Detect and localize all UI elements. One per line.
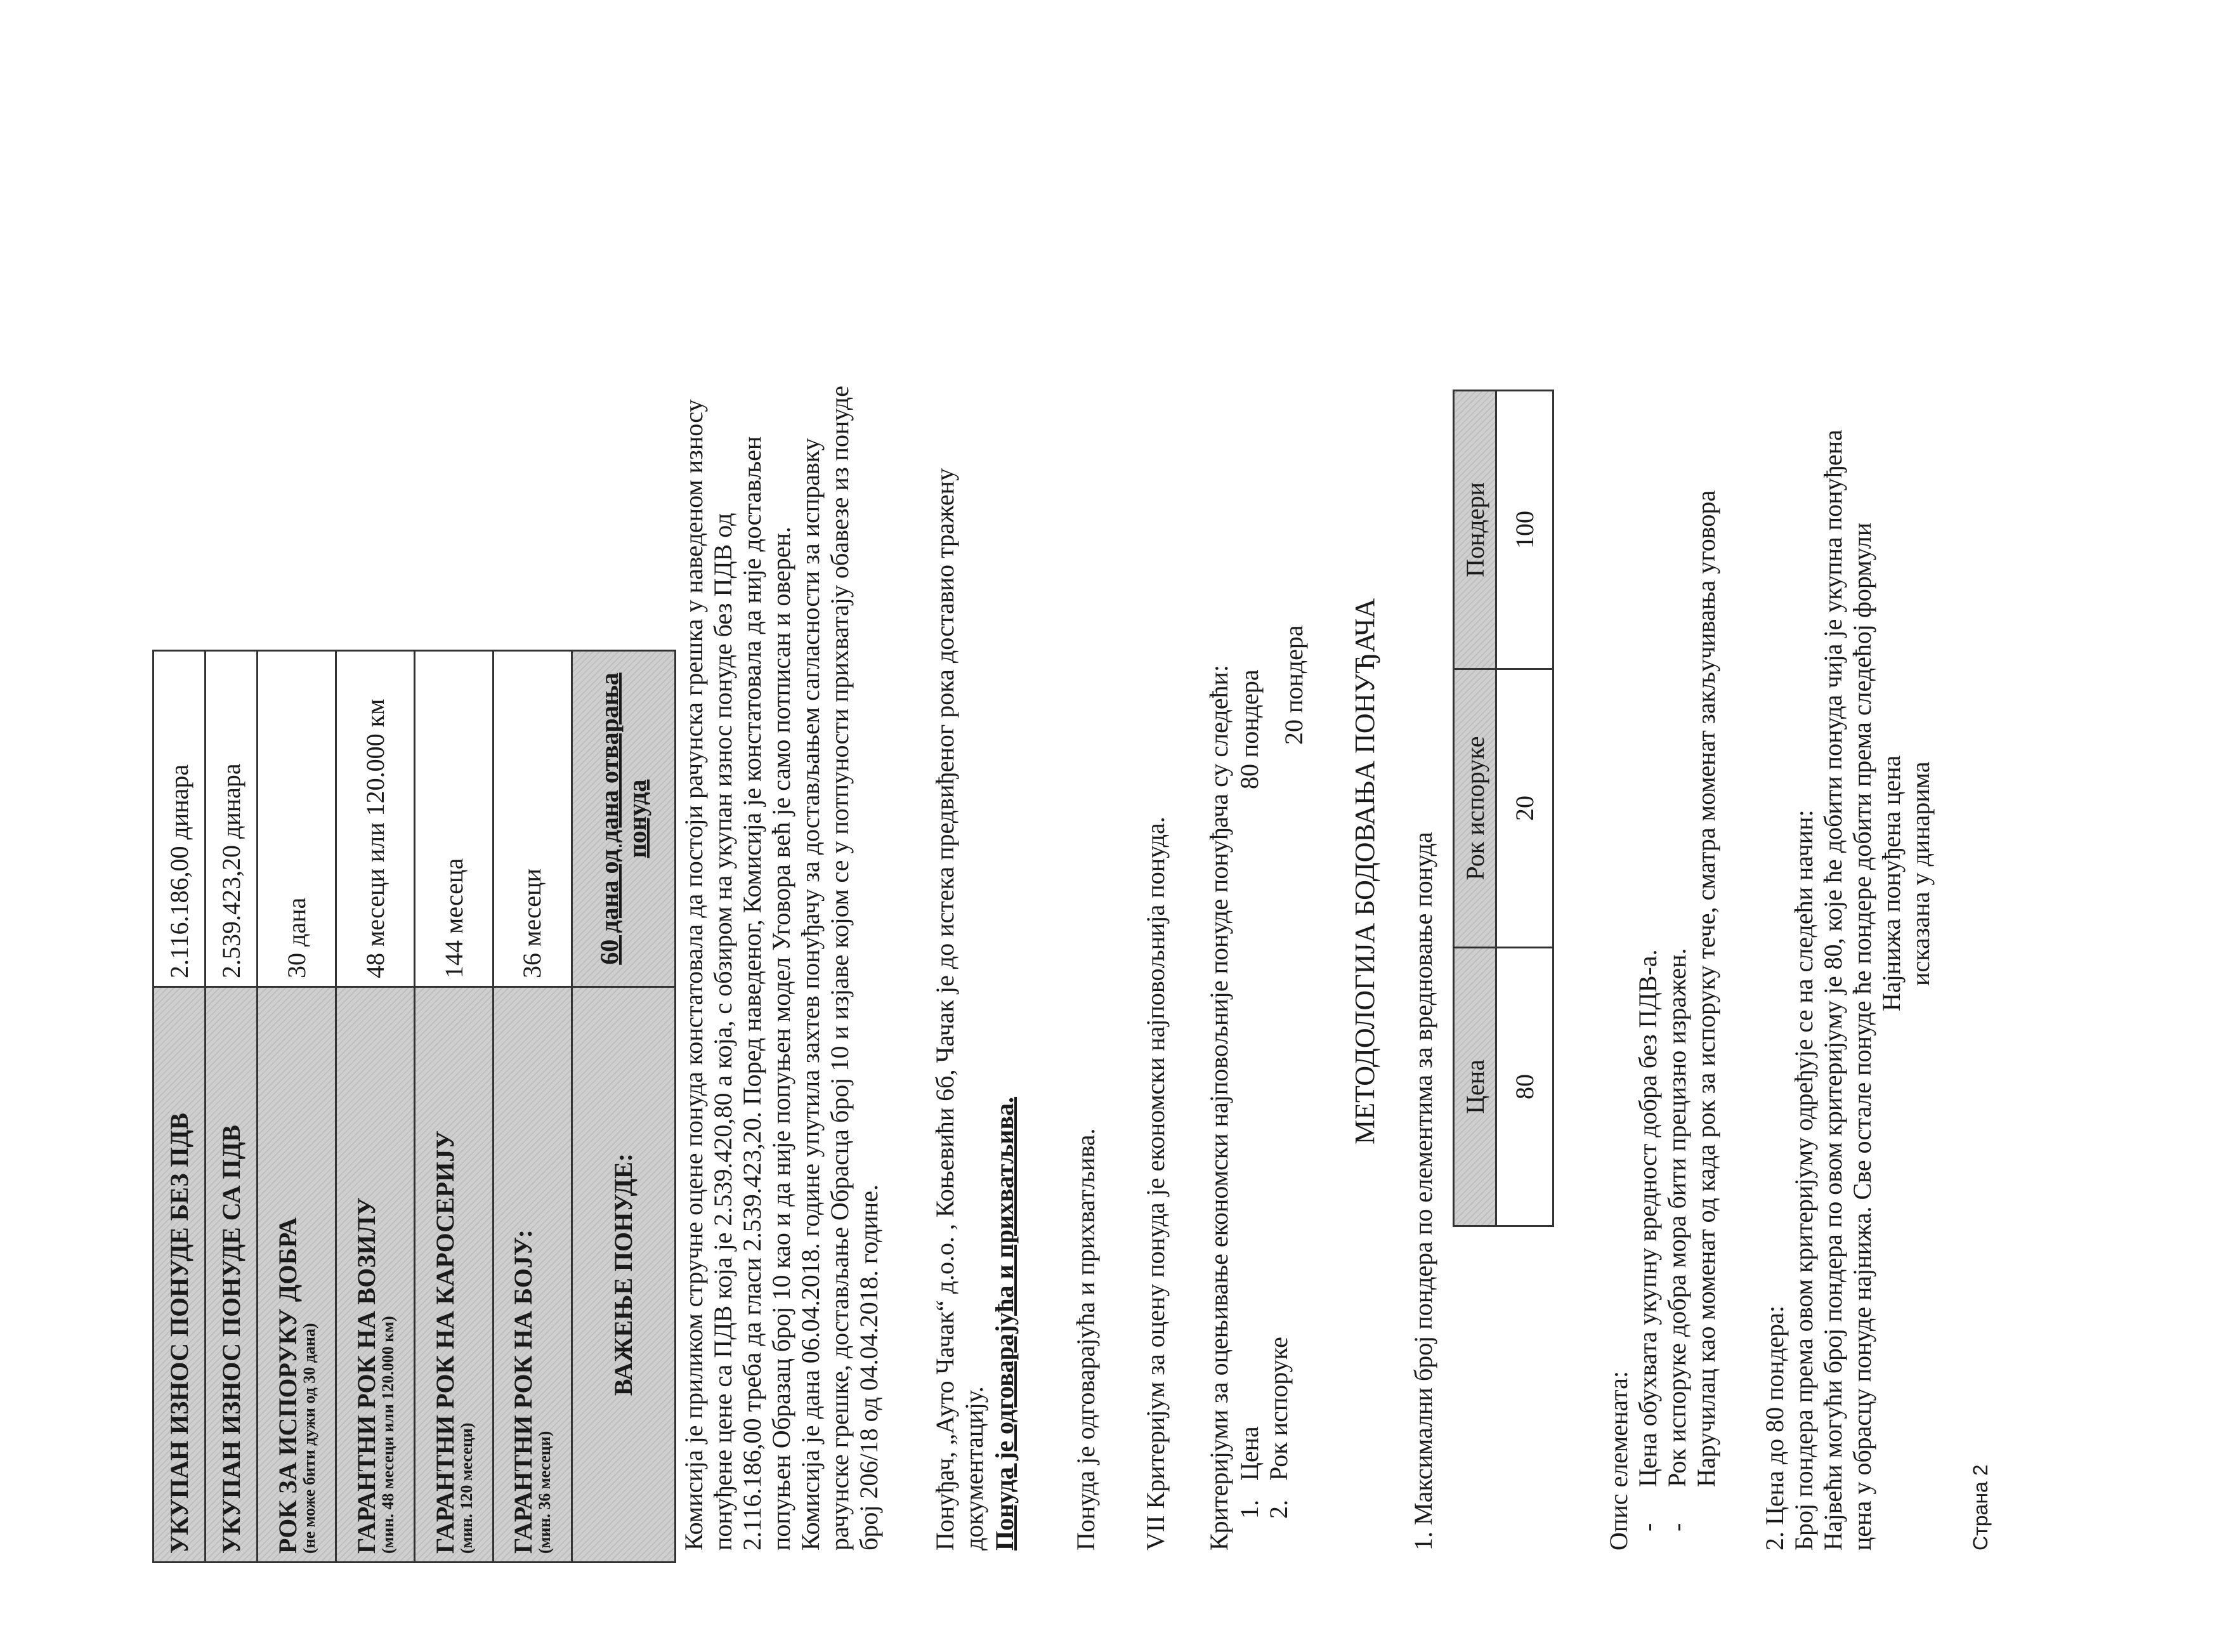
label-vehicle-warranty: ГАРАНТНИ РОК НА ВОЗИЛУ (мин. 48 месеци или 120.000 км): [336, 987, 415, 1563]
paragraph-line: рачунске грешке, достављање Обрасца број 10 и изјаве којом се у потпуности прихватају обавезе из понуде: [825, 385, 854, 1550]
formula-line: Најнижа понуђена цена: [1877, 755, 1906, 1011]
description-item: Цена обухвата укупну вредност добра без ПДВ-а.: [1633, 949, 1662, 1487]
paragraph-line: Комисија је приликом стручне оцене понуда констатовала да постоји рачунска грешка у наведеном износу: [679, 399, 708, 1550]
weights-table: [1453, 390, 1554, 1227]
value-total-with-vat: 2.539.423,20 динара: [206, 651, 258, 987]
criteria-intro: Критеријуми за оцењивање економски најповољније понуде понуђача су следећи:: [1205, 665, 1233, 1550]
price-section-line: цена у обрасцу понуде најнижа. Све остале понуде ће пондере добити према следећој формули: [1848, 522, 1876, 1550]
criteria-item-points: 20 пондера: [1279, 625, 1308, 745]
acceptable-statement: Понуда је одговарајућа и прихватљива.: [1071, 1128, 1100, 1550]
description-title: Опис елемената:: [1604, 1371, 1633, 1550]
page-number: Страна 2: [1969, 1464, 1992, 1550]
paragraph-conclusion: Понуда је одговарајућа и прихватљива.: [990, 1096, 1019, 1550]
paragraph-line: попуњен Образац број 10 као и да није попуњен модел Уговора већ је само потписан и оверен.: [767, 527, 795, 1550]
criteria-item-num: 1.: [1235, 1500, 1264, 1519]
value-price: 80: [1496, 948, 1553, 1226]
table-row: [1454, 391, 1496, 1226]
value-delivery: 20: [1496, 669, 1553, 948]
value-paint-warranty: 36 месеци: [493, 651, 572, 987]
criteria-item-points: 80 пондера: [1235, 669, 1264, 789]
formula-line: исказана у динарима: [1906, 761, 1935, 986]
bullet-icon: -: [1633, 1523, 1662, 1531]
label-total-without-vat: УКУПАН ИЗНОС ПОНУДЕ БЕЗ ПДВ: [154, 987, 206, 1563]
paragraph-line: Понуђач, „Ауто Чачак“ д.о.о. , Коњевићи 6б, Чачак је до истека предвиђеног рока доставио тражену: [931, 468, 959, 1550]
paragraph-line: документацију.: [960, 1386, 988, 1550]
criteria-item-name: Цена: [1235, 1426, 1264, 1481]
table-row: [336, 651, 415, 1563]
price-section-line: Највећи могући број пондера по овом критеријуму је 80, које ће добити понуда чија је укупна понуђена: [1819, 429, 1847, 1550]
offer-summary-table: [152, 650, 676, 1563]
table-row: [258, 651, 336, 1563]
table-row: [1496, 391, 1553, 1226]
table-row: [154, 651, 206, 1563]
label-offer-validity: ВАЖЕЊЕ ПОНУДЕ:: [572, 987, 676, 1563]
label-body-warranty: ГАРАНТНИ РОК НА КАРОСЕРИЈУ (мин. 120 месеци): [415, 987, 494, 1563]
description-note: Наручилац као моменат од када рок за испоруку тече, сматра моменат закључивања уговора: [1692, 490, 1720, 1487]
criteria-item-name: Рок испоруке: [1264, 1337, 1293, 1481]
label-delivery-time: РОК ЗА ИСПОРУКУ ДОБРА (не може бити дужи од 30 дана): [258, 987, 336, 1563]
header-points: Пондери: [1454, 391, 1496, 669]
header-delivery: Рок испоруке: [1454, 669, 1496, 948]
table-row: [572, 651, 676, 1563]
value-delivery-time: 30 дана: [258, 651, 336, 987]
price-section-line: Број пондера према овом критеријуму одређује се на следећи начин:: [1789, 810, 1818, 1550]
description-item: Рок испоруке добра мора бити прецизно изражен.: [1663, 948, 1691, 1487]
value-offer-validity: 60 дана од дана отварања понуда: [572, 651, 676, 987]
label-paint-warranty: ГАРАНТНИ РОК НА БОЈУ: (мин. 36 месеци): [493, 987, 572, 1563]
label-total-with-vat: УКУПАН ИЗНОС ПОНУДЕ СА ПДВ: [206, 987, 258, 1563]
table-row: [206, 651, 258, 1563]
bullet-icon: -: [1663, 1523, 1691, 1531]
paragraph-line: Комисија је дана 06.04.2018. године упутила захтев понуђачу за достављањем сагласности за исправку: [796, 438, 825, 1550]
table-row: [415, 651, 494, 1563]
paragraph-line: 2.116.186,00 треба да гласи 2.539.423,20. Поред наведеног, Комисија је констатовала да није достављен: [738, 436, 766, 1550]
price-section-title: 2. Цена до 80 пондера:: [1760, 1306, 1789, 1550]
methodology-title: МЕТОДОЛОГИЈА БОДОВАЊА ПОНУЂАЧА: [1349, 598, 1380, 1144]
paragraph-line: број 206/18 од 04.04.2018. године.: [854, 1184, 883, 1550]
paragraph-line: понуђене цене са ПДВ која је 2.539.420,80 а која, с обзиром на укупан износ понуде без ПДВ од: [709, 513, 737, 1550]
value-vehicle-warranty: 48 месеци или 120.000 км: [336, 651, 415, 987]
max-points-text: 1. Максимални број пондера по елементима за вредновање понуда: [1409, 832, 1437, 1550]
value-body-warranty: 144 месеца: [415, 651, 494, 987]
header-price: Цена: [1454, 948, 1496, 1226]
criteria-item-num: 2.: [1264, 1500, 1293, 1519]
table-row: [493, 651, 572, 1563]
value-total-without-vat: 2.116.186,00 динара: [154, 651, 206, 987]
value-points: 100: [1496, 391, 1553, 669]
criterion-heading: VII Критеријум за оцену понуда је економски најповољнија понуда.: [1141, 816, 1170, 1550]
